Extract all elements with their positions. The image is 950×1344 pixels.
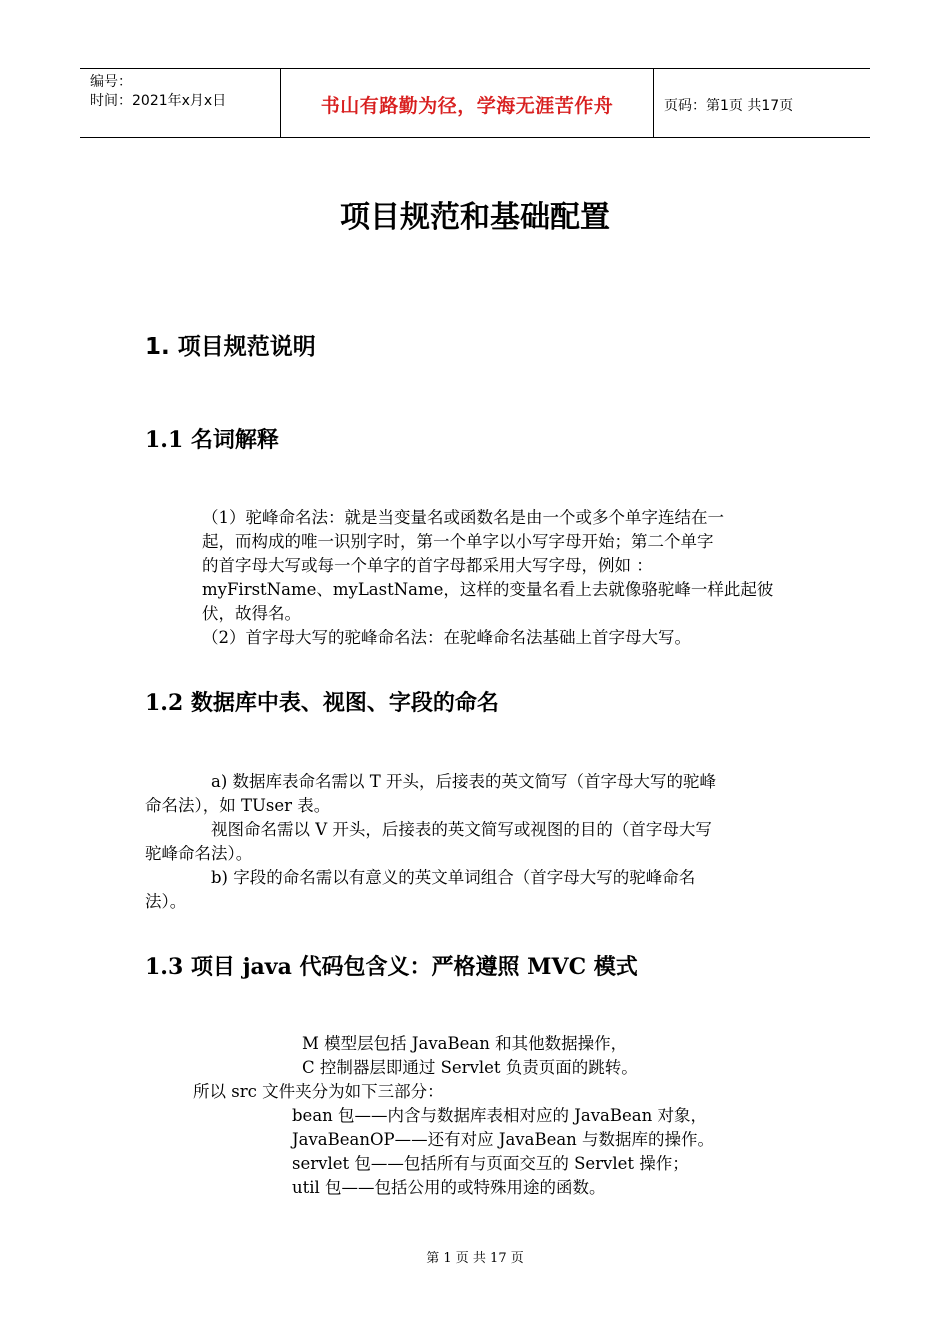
text-line: 法）。 bbox=[145, 892, 187, 911]
page-footer: 第 1 页 共 17 页 bbox=[426, 1251, 524, 1266]
text-line: bean 包——内含与数据库表相对应的 JavaBean 对象， bbox=[292, 1106, 707, 1125]
text-line: b) 字段的命名需以有意义的英文单词组合（首字母大写的驼峰命名 bbox=[211, 868, 696, 887]
header-number: 编号： bbox=[90, 74, 132, 90]
header-date: 时间：2021年x月x日 bbox=[90, 93, 227, 109]
section-heading-1-3: 1.3 项目 java 代码包含义：严格遵照 MVC 模式 bbox=[145, 954, 638, 980]
text-line: 驼峰命名法）。 bbox=[145, 844, 253, 863]
paragraph-naming bbox=[145, 770, 716, 914]
header-meta-cell bbox=[80, 69, 281, 137]
page-header bbox=[80, 68, 870, 138]
text-line: C 控制器层即通过 Servlet 负责页面的跳转。 bbox=[302, 1058, 638, 1077]
text-line: JavaBeanOP——还有对应 JavaBean 与数据库的操作。 bbox=[292, 1130, 715, 1149]
text-line: 视图命名需以 V 开头，后接表的英文简写或视图的目的（首字母大写 bbox=[211, 820, 712, 839]
document-title: 项目规范和基础配置 bbox=[340, 200, 610, 235]
text-line: （1）驼峰命名法：就是当变量名或函数名是由一个或多个单字连结在一 bbox=[202, 508, 724, 527]
text-line: M 模型层包括 JavaBean 和其他数据操作， bbox=[302, 1034, 628, 1053]
section-heading-1: 1. 项目规范说明 bbox=[145, 334, 316, 360]
text-line: util 包——包括公用的或特殊用途的函数。 bbox=[292, 1178, 606, 1197]
section-heading-1-2: 1.2 数据库中表、视图、字段的命名 bbox=[145, 690, 499, 716]
text-line: a) 数据库表命名需以 T 开头，后接表的英文简写（首字母大写的驼峰 bbox=[211, 772, 717, 791]
text-line: 伏，故得名。 bbox=[202, 604, 301, 623]
paragraph-packages bbox=[0, 1032, 714, 1200]
header-motto: 书山有路勤为径，学海无涯苦作舟 bbox=[320, 95, 614, 117]
text-line: servlet 包——包括所有与页面交互的 Servlet 操作； bbox=[292, 1154, 689, 1173]
section-heading-1-1: 1.1 名词解释 bbox=[145, 427, 279, 453]
header-page-info: 页码：第1页 共17页 bbox=[664, 98, 794, 114]
text-line: 命名法），如 TUser 表。 bbox=[145, 796, 331, 815]
text-line: 所以 src 文件夹分为如下三部分： bbox=[193, 1082, 444, 1101]
text-line: 的首字母大写或每一个单字的首字母都采用大写字母，例如 ： bbox=[202, 556, 653, 575]
text-line: 起，而构成的唯一识别字时，第一个单字以小写字母开始；第二个单字 bbox=[202, 532, 714, 551]
text-line: myFirstName、myLastName，这样的变量名看上去就像骆驼峰一样此起彼 bbox=[202, 580, 774, 599]
text-line: （2）首字母大写的驼峰命名法：在驼峰命名法基础上首字母大写。 bbox=[202, 628, 691, 647]
header-motto-cell bbox=[281, 69, 654, 137]
paragraph-terms bbox=[202, 506, 773, 650]
header-page-cell bbox=[654, 69, 870, 137]
